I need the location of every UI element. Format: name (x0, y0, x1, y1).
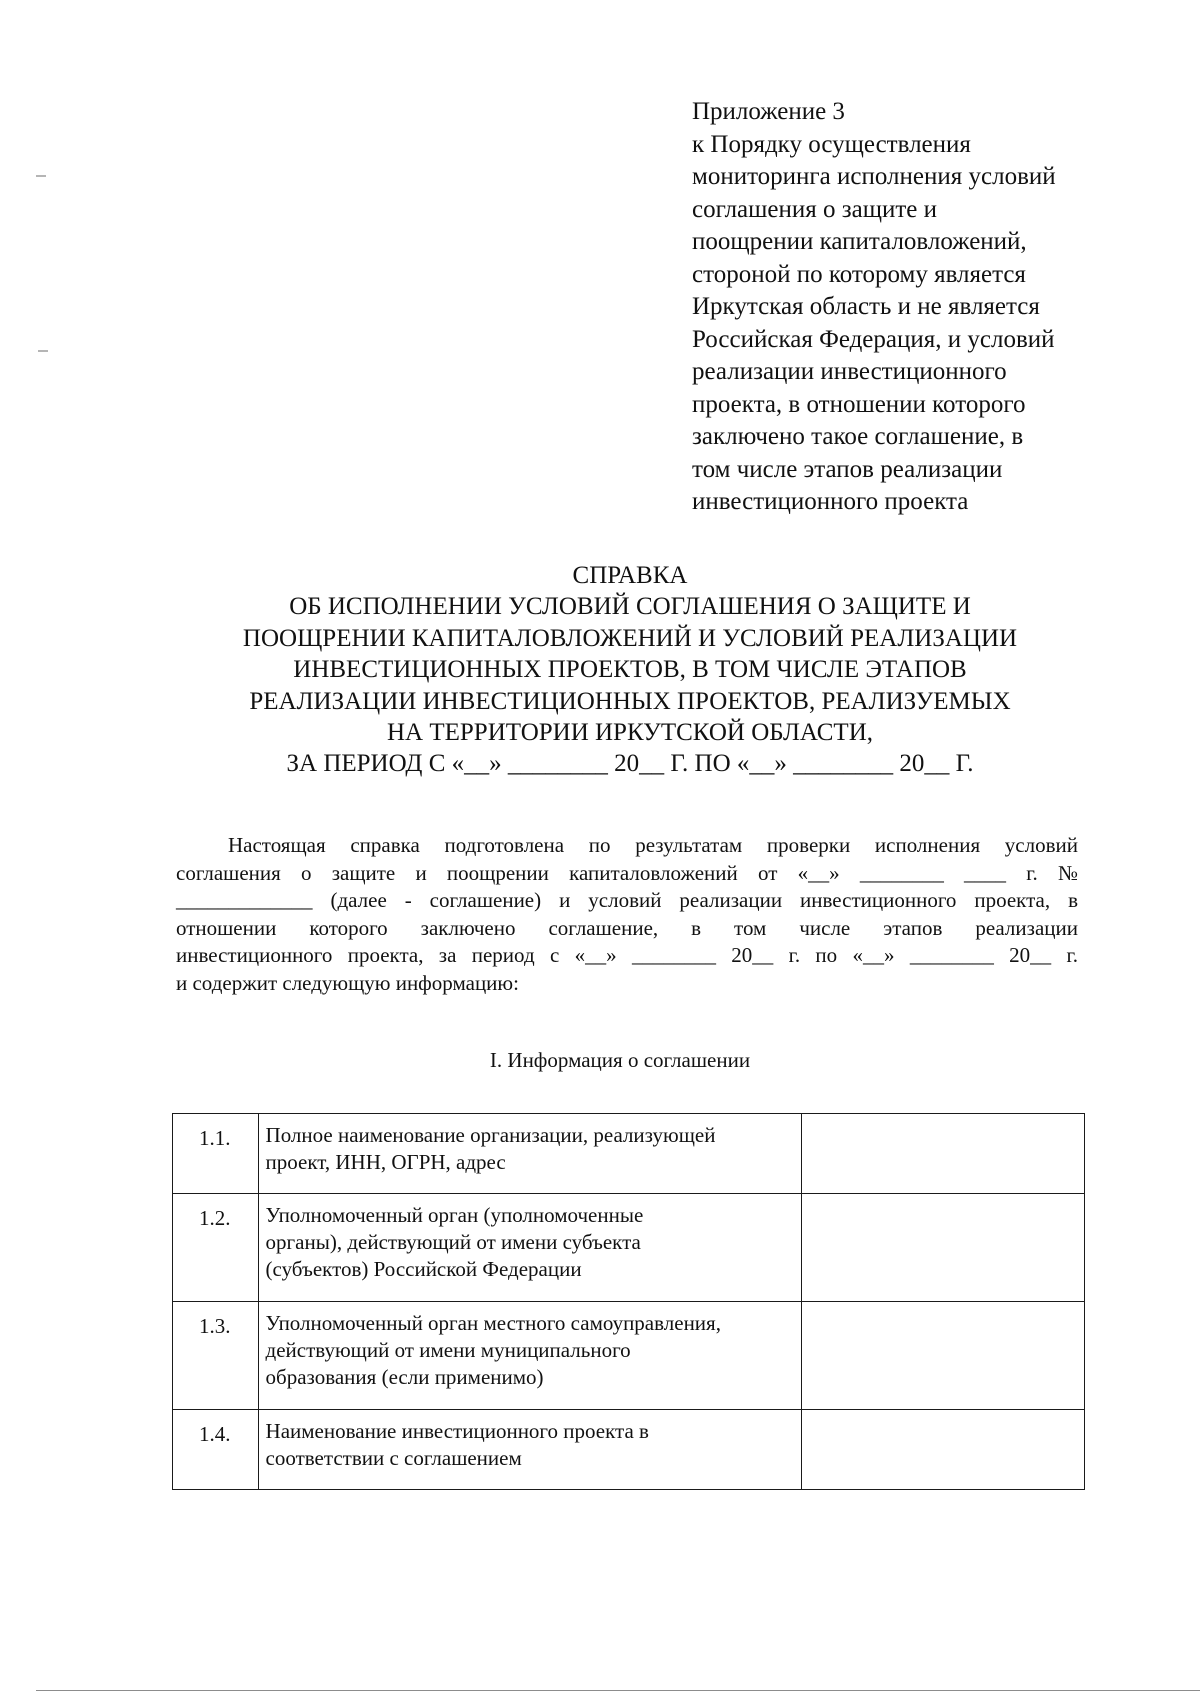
scan-mark (36, 175, 46, 177)
appendix-line: мониторинга исполнения условий (692, 163, 1056, 190)
intro-line: соглашения о защите и поощрении капиталовложений от «__» ________ ____ г. № (176, 860, 1078, 885)
document-title (120, 560, 1140, 780)
appendix-line: к Порядку осуществления (692, 130, 971, 158)
title-line: НА ТЕРРИТОРИИ ИРКУТСКОЙ ОБЛАСТИ, (386, 719, 873, 747)
row-description (258, 1302, 802, 1410)
appendix-line: стороной по которому является (692, 260, 1026, 288)
title-line: ОБ ИСПОЛНЕНИИ УСЛОВИЙ СОГЛАШЕНИЯ О ЗАЩИТЕ И (289, 593, 971, 621)
intro-line: и содержит следующую информацию: (176, 970, 519, 995)
agreement-info-table (172, 1113, 1085, 1490)
title-line: ИНВЕСТИЦИОННЫХ ПРОЕКТОВ, В ТОМ ЧИСЛЕ ЭТАПОВ (293, 656, 967, 684)
appendix-line: реализации инвестиционного (692, 358, 1007, 385)
row-value-cell (802, 1194, 1085, 1302)
title-line: РЕАЛИЗАЦИИ ИНВЕСТИЦИОННЫХ ПРОЕКТОВ, РЕАЛИЗУЕМЫХ (249, 687, 1011, 715)
appendix-line: заключено такое соглашение, в (692, 423, 1024, 450)
intro-line: _____________ (далее - соглашение) и условий реализации инвестиционного проекта, в (176, 888, 1078, 913)
row-description-line: Уполномоченный орган местного самоуправления, (265, 1311, 721, 1335)
title-period-line: ЗА ПЕРИОД С «__» ________ 20__ Г. ПО «__» ________ 20__ Г. (286, 750, 974, 778)
row-description (258, 1194, 802, 1302)
row-description-line: органы), действующий от имени субъекта (265, 1230, 641, 1254)
intro-line: отношении которого заключено соглашение, в том числе этапов реализации (176, 915, 1078, 940)
row-number: 1.4. (173, 1410, 259, 1490)
appendix-line: Приложение 3 (692, 98, 845, 125)
appendix-line: инвестиционного проекта (692, 488, 969, 515)
title-line: СПРАВКА (572, 562, 688, 589)
appendix-line: том числе этапов реализации (692, 455, 1003, 483)
row-description-line: образования (если применимо) (265, 1365, 544, 1389)
appendix-line: поощрении капиталовложений, (692, 228, 1027, 255)
row-value-cell (802, 1302, 1085, 1410)
row-description-line: действующий от имени муниципального (265, 1338, 631, 1362)
row-number: 1.2. (173, 1194, 259, 1302)
row-value-cell (802, 1410, 1085, 1490)
appendix-line: Российская Федерация, и условий (692, 325, 1055, 353)
table-row (173, 1410, 1085, 1490)
appendix-note (692, 96, 1122, 519)
row-description-line: (субъектов) Российской Федерации (265, 1257, 582, 1281)
appendix-line: Иркутская область и не является (692, 293, 1040, 320)
section-heading: I. Информация о соглашении (489, 1048, 751, 1072)
row-number: 1.1. (173, 1114, 259, 1194)
row-description (258, 1114, 802, 1194)
row-number: 1.3. (173, 1302, 259, 1410)
row-value-cell (802, 1114, 1085, 1194)
appendix-line: проекта, в отношении которого (692, 390, 1026, 418)
intro-paragraph (176, 832, 1078, 998)
row-description-line: Уполномоченный орган (уполномоченные (265, 1203, 644, 1227)
row-description-line: соответствии с соглашением (265, 1446, 522, 1470)
title-line: ПООЩРЕНИИ КАПИТАЛОВЛОЖЕНИЙ И УСЛОВИЙ РЕАЛИЗАЦИИ (242, 624, 1018, 652)
row-description-line: Наименование инвестиционного проекта в (265, 1419, 649, 1443)
table-row (173, 1194, 1085, 1302)
appendix-line: соглашения о защите и (692, 195, 938, 223)
intro-line: Настоящая справка подготовлена по результатам проверки исполнения условий (228, 833, 1078, 857)
row-description-line: проект, ИНН, ОГРН, адрес (265, 1150, 506, 1174)
row-description (258, 1410, 802, 1490)
scan-bottom-edge (36, 1690, 1200, 1691)
intro-line: инвестиционного проекта, за период с «__» ________ 20__ г. по «__» ________ 20__ г. (176, 943, 1078, 968)
row-description-line: Полное наименование организации, реализующей (265, 1123, 716, 1147)
scan-mark (38, 350, 48, 352)
table-row (173, 1302, 1085, 1410)
table-row (173, 1114, 1085, 1194)
